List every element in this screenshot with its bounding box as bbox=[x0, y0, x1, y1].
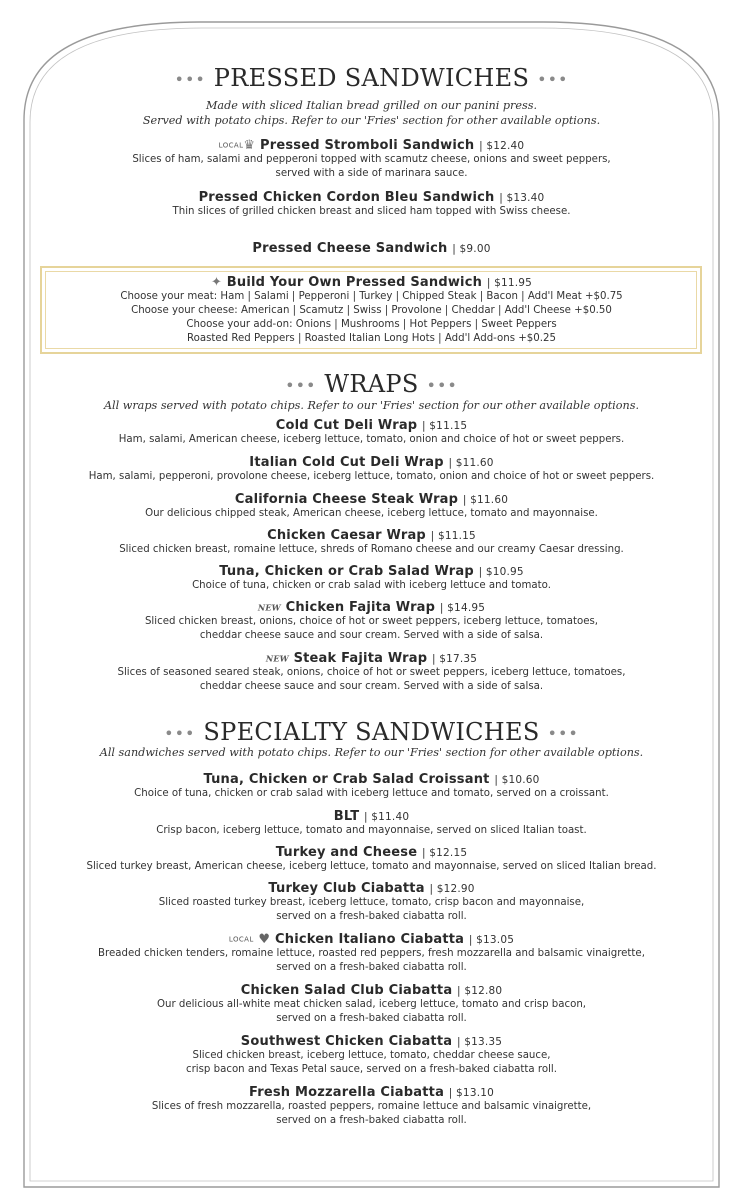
item-price: | $11.60 bbox=[462, 494, 509, 506]
item-description: Our delicious chipped steak, American cheese, iceberg lettuce, tomato and mayonnaise. bbox=[145, 508, 598, 519]
item-price: | $12.90 bbox=[429, 883, 475, 895]
item-price: | $9.00 bbox=[452, 243, 491, 255]
item-price: | $13.10 bbox=[448, 1087, 494, 1099]
item-name: Southwest Chicken Ciabatta bbox=[240, 1034, 453, 1049]
item-price: | $13.40 bbox=[499, 192, 545, 204]
menu-item bbox=[40, 418, 703, 447]
item-description: Slices of ham, salami and pepperoni topped with scamutz cheese, onions and sweet peppers, bbox=[132, 154, 611, 165]
title-dots-right: ••• bbox=[547, 724, 579, 743]
menu-item bbox=[40, 600, 703, 643]
menu-item bbox=[40, 138, 703, 181]
item-price: | $13.35 bbox=[456, 1036, 503, 1048]
item-price: | $11.15 bbox=[422, 420, 468, 432]
item-description: Sliced roasted turkey breast, iceberg lettuce, tomato, crisp bacon and mayonnaise, bbox=[158, 897, 585, 908]
section-intro: All wraps served with potato chips. Refer to our 'Fries' section for our other available options. bbox=[103, 399, 640, 412]
item-name: California Cheese Steak Wrap bbox=[234, 492, 459, 507]
item-name: Pressed Chicken Cordon Bleu Sandwich bbox=[198, 190, 495, 205]
item-name: Pressed Stromboli Sandwich bbox=[260, 138, 475, 153]
menu-item bbox=[40, 983, 703, 1026]
item-description: Sliced turkey breast, American cheese, iceberg lettuce, tomato and mayonnaise, served on sliced Italian bread. bbox=[86, 861, 657, 872]
item-price: | $10.95 bbox=[478, 566, 524, 578]
menu-item bbox=[40, 564, 703, 593]
item-name: Tuna, Chicken or Crab Salad Wrap bbox=[219, 564, 474, 579]
menu-item bbox=[40, 845, 703, 874]
item-description: served on a fresh-baked ciabatta roll. bbox=[276, 1013, 467, 1024]
title-dots-left: ••• bbox=[164, 724, 196, 743]
section-title-text: WRAPS bbox=[324, 370, 419, 398]
title-dots-left: ••• bbox=[285, 376, 317, 395]
menu-item bbox=[40, 1034, 703, 1077]
item-description: Our delicious all-white meat chicken salad, iceberg lettuce, tomato and crisp bacon, bbox=[156, 999, 587, 1010]
local-badge: LOCAL bbox=[228, 935, 254, 944]
item-description: Slices of seasoned seared steak, onions, choice of hot or sweet peppers, iceberg lettuce, tomatoes, bbox=[117, 667, 626, 678]
item-description: Crisp bacon, iceberg lettuce, tomato and mayonnaise, served on sliced Italian toast. bbox=[156, 825, 587, 836]
item-description: Choice of tuna, chicken or crab salad with iceberg lettuce and tomato. bbox=[192, 580, 551, 591]
new-badge: NEW bbox=[265, 653, 289, 664]
item-name: Italian Cold Cut Deli Wrap bbox=[249, 455, 444, 470]
item-description: Thin slices of grilled chicken breast and sliced ham topped with Swiss cheese. bbox=[172, 206, 571, 217]
section-wraps-header bbox=[40, 370, 703, 398]
intro-line: Served with potato chips. Refer to our 'Fries' section for other available options. bbox=[142, 114, 601, 127]
item-description: Choice of tuna, chicken or crab salad with iceberg lettuce and tomato, served on a croissant. bbox=[134, 788, 609, 799]
item-description: Sliced chicken breast, onions, choice of hot or sweet peppers, iceberg lettuce, tomatoes, bbox=[144, 616, 599, 627]
item-name: Steak Fajita Wrap bbox=[293, 651, 428, 666]
heart-icon: ♥ bbox=[258, 932, 271, 947]
item-name: BLT bbox=[333, 809, 360, 824]
menu-item bbox=[40, 241, 703, 256]
menu-item bbox=[40, 190, 703, 219]
item-name: Turkey Club Ciabatta bbox=[268, 881, 425, 896]
byo-option-line: Roasted Red Peppers | Roasted Italian Long Hots | Add'l Add-ons +$0.25 bbox=[187, 333, 556, 344]
menu-item bbox=[40, 932, 703, 975]
item-price: | $11.60 bbox=[448, 457, 494, 469]
title-dots-right: ••• bbox=[426, 376, 458, 395]
item-price: | $12.40 bbox=[479, 140, 525, 152]
item-price: | $12.80 bbox=[457, 985, 503, 997]
intro-line: Made with sliced Italian bread grilled on our panini press. bbox=[205, 99, 538, 112]
item-name: Build Your Own Pressed Sandwich bbox=[226, 275, 483, 290]
menu-item bbox=[40, 455, 703, 484]
item-price: | $14.95 bbox=[439, 602, 486, 614]
item-name: Chicken Italiano Ciabatta bbox=[275, 932, 465, 947]
title-dots-left: ••• bbox=[174, 70, 206, 89]
build-your-own-item bbox=[40, 275, 703, 346]
item-description: cheddar cheese sauce and sour cream. Served with a side of salsa. bbox=[199, 681, 544, 692]
section-pressed-header bbox=[40, 64, 703, 92]
section-title bbox=[40, 64, 703, 92]
section-title-text: SPECIALTY SANDWICHES bbox=[203, 718, 540, 746]
menu-item bbox=[40, 492, 703, 521]
item-price: | $11.95 bbox=[486, 277, 533, 289]
item-name: Chicken Salad Club Ciabatta bbox=[240, 983, 453, 998]
item-name: Chicken Fajita Wrap bbox=[285, 600, 436, 615]
title-dots-right: ••• bbox=[537, 70, 569, 89]
item-description: served on a fresh-baked ciabatta roll. bbox=[276, 1115, 467, 1126]
byo-option-line: Choose your cheese: American | Scamutz | Swiss | Provolone | Cheddar | Add'l Cheese +$0.50 bbox=[131, 305, 612, 316]
item-description: Slices of fresh mozzarella, roasted peppers, romaine lettuce and balsamic vinaigrette, bbox=[151, 1101, 592, 1112]
menu-item bbox=[40, 772, 703, 801]
menu-item bbox=[40, 809, 703, 838]
item-price: | $11.15 bbox=[430, 530, 476, 542]
item-name: Chicken Caesar Wrap bbox=[267, 528, 426, 543]
byo-option-line: Choose your meat: Ham | Salami | Pepperoni | Turkey | Chipped Steak | Bacon | Add'l Meat +$0.75 bbox=[120, 291, 623, 302]
section-title-text: PRESSED SANDWICHES bbox=[213, 64, 530, 92]
section-specialty-header bbox=[40, 718, 703, 746]
item-description: Sliced chicken breast, romaine lettuce, shreds of Romano cheese and our creamy Caesar dressing. bbox=[119, 544, 624, 555]
item-price: | $13.05 bbox=[468, 934, 515, 946]
byo-option-line: Choose your add-on: Onions | Mushrooms | Hot Peppers | Sweet Peppers bbox=[186, 319, 557, 330]
menu-item bbox=[40, 528, 703, 557]
local-badge: LOCAL bbox=[218, 141, 244, 150]
item-name: Turkey and Cheese bbox=[275, 845, 418, 860]
menu-item bbox=[40, 651, 703, 694]
new-badge: NEW bbox=[257, 602, 281, 613]
item-description: Ham, salami, pepperoni, provolone cheese, iceberg lettuce, tomato, onion and choice of hot or sweet peppers. bbox=[88, 471, 655, 482]
section-title bbox=[40, 370, 703, 398]
item-price: | $11.40 bbox=[364, 811, 410, 823]
section-intro: All sandwiches served with potato chips. Refer to our 'Fries' section for other available options. bbox=[99, 746, 644, 759]
menu-item bbox=[40, 881, 703, 924]
item-price: | $12.15 bbox=[421, 847, 468, 859]
item-description: served on a fresh-baked ciabatta roll. bbox=[276, 911, 467, 922]
item-description: served with a side of marinara sauce. bbox=[275, 168, 468, 179]
item-price: | $10.60 bbox=[494, 774, 540, 786]
section-intro bbox=[40, 98, 703, 128]
item-name: Tuna, Chicken or Crab Salad Croissant bbox=[203, 772, 490, 787]
item-description: crisp bacon and Texas Petal sauce, served on a fresh-baked ciabatta roll. bbox=[186, 1064, 557, 1075]
item-price: | $17.35 bbox=[431, 653, 478, 665]
item-name: Pressed Cheese Sandwich bbox=[252, 241, 448, 256]
crown-icon: ♛ bbox=[243, 138, 256, 153]
item-name: Fresh Mozzarella Ciabatta bbox=[248, 1085, 445, 1100]
sparkle-icon: ✦ bbox=[210, 275, 223, 290]
item-description: Breaded chicken tenders, romaine lettuce, roasted red peppers, fresh mozzarella and balsamic vinaigrette, bbox=[98, 948, 645, 959]
section-title bbox=[40, 718, 703, 746]
item-name: Cold Cut Deli Wrap bbox=[275, 418, 418, 433]
item-description: Ham, salami, American cheese, iceberg lettuce, tomato, onion and choice of hot or sweet peppers. bbox=[118, 434, 625, 445]
item-description: Sliced chicken breast, iceberg lettuce, tomato, cheddar cheese sauce, bbox=[192, 1050, 551, 1061]
item-description: served on a fresh-baked ciabatta roll. bbox=[276, 962, 467, 973]
menu-item bbox=[40, 1085, 703, 1128]
item-description: cheddar cheese sauce and sour cream. Served with a side of salsa. bbox=[199, 630, 544, 641]
